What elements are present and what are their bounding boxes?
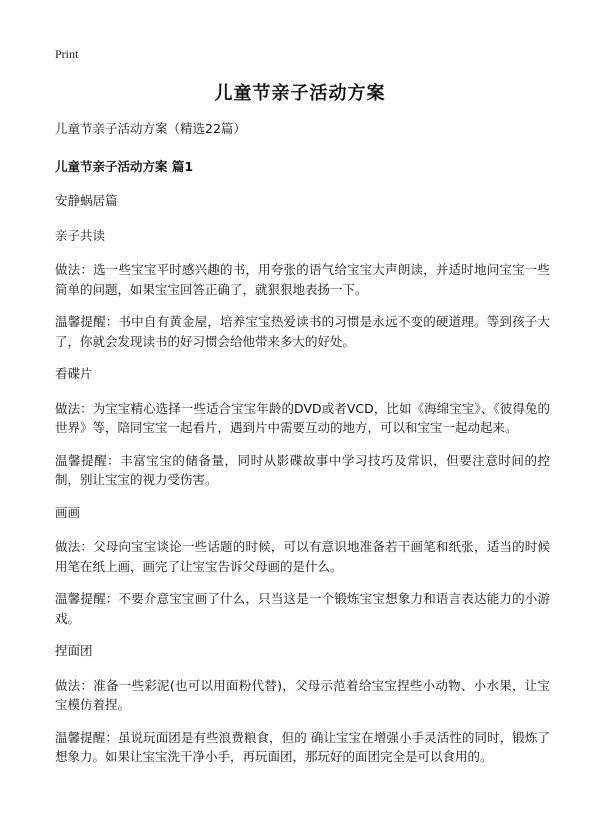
document-subtitle: 儿童节亲子活动方案（精选22篇） — [55, 121, 246, 136]
activity-heading-dough: 捏面团 — [55, 643, 93, 658]
activity-tip-drawing: 温馨提醒：不要介意宝宝画了什么，只当这是一个锻炼宝宝想象力和语言表达能力的小游戏。 — [55, 591, 550, 626]
theme-heading: 安静蜗居篇 — [55, 193, 118, 208]
section-heading: 儿童节亲子活动方案 篇1 — [55, 158, 194, 174]
activity-tip-reading: 温馨提醒：书中自有黄金屋，培养宝宝热爱读书的习惯是永远不变的硬道理。等到孩子大了，你就会发现读书的好习惯会给他带来多大的好处。 — [55, 314, 550, 349]
print-label: Print — [55, 47, 79, 61]
activity-tip-dough: 温馨提醒：虽说玩面团是有些浪费粮食，但的 确让宝宝在增强小手灵活性的同时，锻炼了想象力。如果让宝宝洗干净小手，再玩面团，那玩好的面团完全是可以食用的。 — [55, 729, 550, 764]
activity-heading-dvd: 看碟片 — [55, 366, 93, 381]
document-body — [55, 119, 550, 780]
activity-method-dough: 做法：准备一些彩泥(也可以用面粉代替)，父母示范着给宝宝捏些小动物、小水果，让宝宝模仿着捏。 — [55, 677, 550, 712]
activity-method-reading: 做法：选一些宝宝平时感兴趣的书，用夸张的语气给宝宝大声朗读，并适时地问宝宝一些简单的问题，如果宝宝回答正确了，就狠狠地表扬一下。 — [55, 262, 550, 297]
activity-tip-dvd: 温馨提醒：丰富宝宝的储备量，同时从影碟故事中学习技巧及常识，但要注意时间的控制，别让宝宝的视力受伤害。 — [55, 452, 550, 487]
activity-method-drawing: 做法：父母向宝宝谈论一些话题的时候，可以有意识地准备若干画笔和纸张，适当的时候用笔在纸上画，画完了让宝宝告诉父母画的是什么。 — [55, 539, 550, 574]
activity-heading-reading: 亲子共读 — [55, 227, 106, 243]
activity-heading-drawing: 画画 — [55, 504, 81, 520]
activity-method-dvd: 做法：为宝宝精心选择一些适合宝宝年龄的DVD或者VCD，比如《海绵宝宝》、《彼得兔的世界》等，陪同宝宝一起看片，遇到片中需要互动的地方，可以和宝宝一起动起来。 — [55, 400, 550, 435]
page-title: 儿童节亲子活动方案 — [214, 83, 386, 104]
